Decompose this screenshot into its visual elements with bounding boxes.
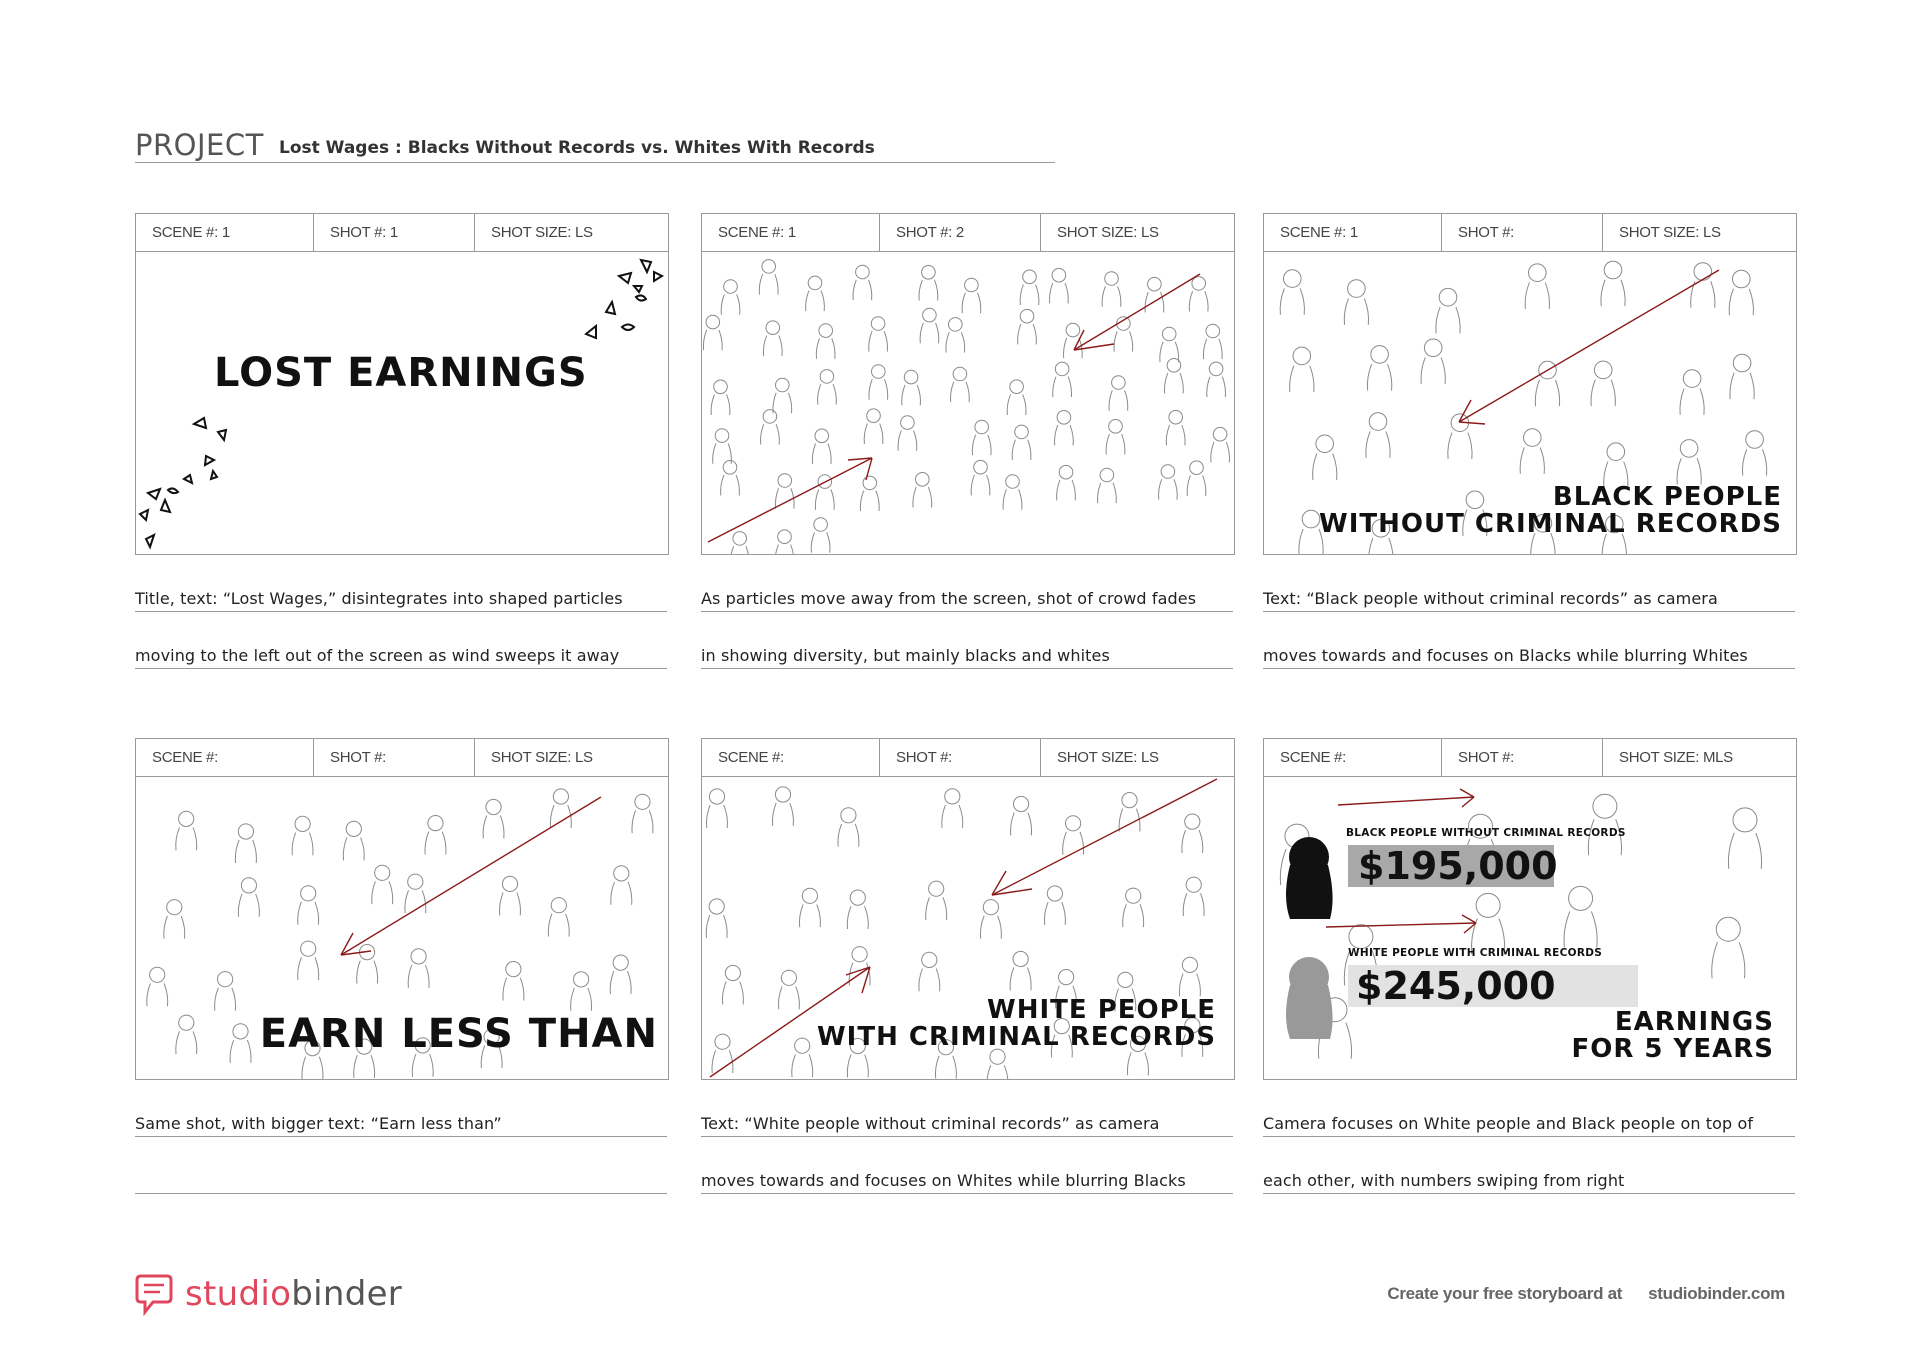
description-line-1: Camera focuses on White people and Black people on top of: [1263, 1114, 1754, 1133]
overlay-line-2: WITHOUT CRIMINAL RECORDS: [1319, 509, 1782, 540]
panel-header: [136, 214, 668, 252]
description-line-1: As particles move away from the screen, shot of crowd fades: [701, 589, 1197, 608]
studiobinder-logo[interactable]: [135, 1272, 402, 1316]
shot-number: SHOT #:: [1441, 214, 1602, 251]
description-line-2: moving to the left out of the screen as wind sweeps it away: [135, 646, 620, 665]
panel-frame: [701, 738, 1235, 1080]
shot-number: SHOT #:: [1441, 739, 1602, 776]
storyboard-panel-2: [701, 213, 1235, 669]
storyboard-panel-5: [701, 738, 1235, 1194]
scene-number: SCENE #: 1: [152, 224, 230, 241]
project-header: [135, 128, 1055, 163]
overlay-line-2: WITH CRIMINAL RECORDS: [816, 1022, 1216, 1053]
panel-description: [701, 587, 1233, 669]
shot-number: SHOT #: 2: [879, 214, 1040, 251]
particles-sketch: [136, 252, 668, 554]
shot-size: SHOT SIZE: LS: [474, 214, 668, 251]
description-line-1: Text: “White people without criminal records” as camera: [701, 1114, 1160, 1133]
chat-bubble-icon: [135, 1272, 173, 1316]
panel-frame: [701, 213, 1235, 555]
overlay-title: LOST EARNINGS: [214, 350, 588, 396]
footer-cta: [1387, 1284, 1785, 1304]
description-line-1: Text: “Black people without criminal records” as camera: [1263, 589, 1718, 608]
panel-header: [136, 739, 668, 777]
description-line-2: each other, with numbers swiping from right: [1263, 1171, 1625, 1190]
shot-number: SHOT #: 1: [313, 214, 474, 251]
panel-header: [702, 739, 1234, 777]
overlay-text: [1319, 484, 1782, 539]
overlay-text: [817, 997, 1216, 1052]
white-value: $245,000: [1356, 964, 1556, 1008]
panel-header: [1264, 739, 1796, 777]
panel-description: [1263, 587, 1795, 669]
project-label: PROJECT: [135, 128, 264, 162]
panel-frame: [135, 738, 669, 1080]
overlay-text: [1571, 1009, 1774, 1064]
panel-sketch: [136, 777, 668, 1079]
scene-number: SCENE #: 1: [718, 224, 796, 241]
storyboard-panel-1: [135, 213, 669, 669]
description-line-2: moves towards and focuses on Blacks while blurring Whites: [1263, 646, 1748, 665]
overlay-title: EARN LESS THAN: [259, 1011, 658, 1057]
description-line-2: in showing diversity, but mainly blacks and whites: [701, 646, 1110, 665]
shot-size: SHOT SIZE: LS: [1602, 214, 1796, 251]
black-value: $195,000: [1358, 844, 1558, 888]
panel-sketch: [1264, 777, 1796, 1079]
panel-frame: [1263, 738, 1797, 1080]
shot-size: SHOT SIZE: LS: [1040, 739, 1234, 776]
storyboard-panel-3: [1263, 213, 1797, 669]
panel-sketch: [702, 777, 1234, 1079]
panel-description: [135, 587, 667, 669]
shot-number: SHOT #:: [313, 739, 474, 776]
black-person-icon: [1286, 837, 1333, 919]
storyboard-panel-4: [135, 738, 669, 1194]
panel-sketch: [136, 252, 668, 554]
description-line-2: moves towards and focuses on Whites while blurring Blacks: [701, 1171, 1186, 1190]
scene-number: SCENE #:: [152, 749, 218, 766]
panel-description: [135, 1112, 667, 1194]
overlay-line-1: EARNINGS: [1614, 1007, 1774, 1037]
panel-header: [702, 214, 1234, 252]
panel-header: [1264, 214, 1796, 252]
shot-size: SHOT SIZE: MLS: [1602, 739, 1796, 776]
panel-frame: [135, 213, 669, 555]
cta-text: Create your free storyboard at: [1387, 1284, 1623, 1303]
white-label: WHITE PEOPLE WITH CRIMINAL RECORDS: [1348, 947, 1603, 959]
panel-sketch: [1264, 252, 1796, 554]
scene-number: SCENE #:: [718, 749, 784, 766]
footer-url-link[interactable]: studiobinder.com: [1648, 1284, 1785, 1303]
storyboard-panel-6: [1263, 738, 1797, 1194]
panel-frame: [1263, 213, 1797, 555]
panel-sketch: [702, 252, 1234, 554]
project-title: Lost Wages : Blacks Without Records vs. Whites With Records: [279, 138, 875, 158]
scene-number: SCENE #: 1: [1280, 224, 1358, 241]
shot-size: SHOT SIZE: LS: [1040, 214, 1234, 251]
shot-number: SHOT #:: [879, 739, 1040, 776]
brand-name: studiobinder: [185, 1274, 403, 1314]
shot-size: SHOT SIZE: LS: [474, 739, 668, 776]
description-line-1: Same shot, with bigger text: “Earn less than”: [135, 1114, 502, 1133]
grey-person-icon: [1286, 957, 1333, 1039]
motion-arrows: [702, 252, 1234, 554]
overlay-line-2: FOR 5 YEARS: [1571, 1034, 1774, 1065]
panel-description: [701, 1112, 1233, 1194]
overlay-line-1: WHITE PEOPLE: [987, 995, 1216, 1025]
description-line-1: Title, text: “Lost Wages,” disintegrates into shaped particles: [135, 589, 623, 608]
black-label: BLACK PEOPLE WITHOUT CRIMINAL RECORDS: [1346, 827, 1626, 839]
overlay-line-1: BLACK PEOPLE: [1552, 482, 1782, 512]
scene-number: SCENE #:: [1280, 749, 1346, 766]
panel-description: [1263, 1112, 1795, 1194]
